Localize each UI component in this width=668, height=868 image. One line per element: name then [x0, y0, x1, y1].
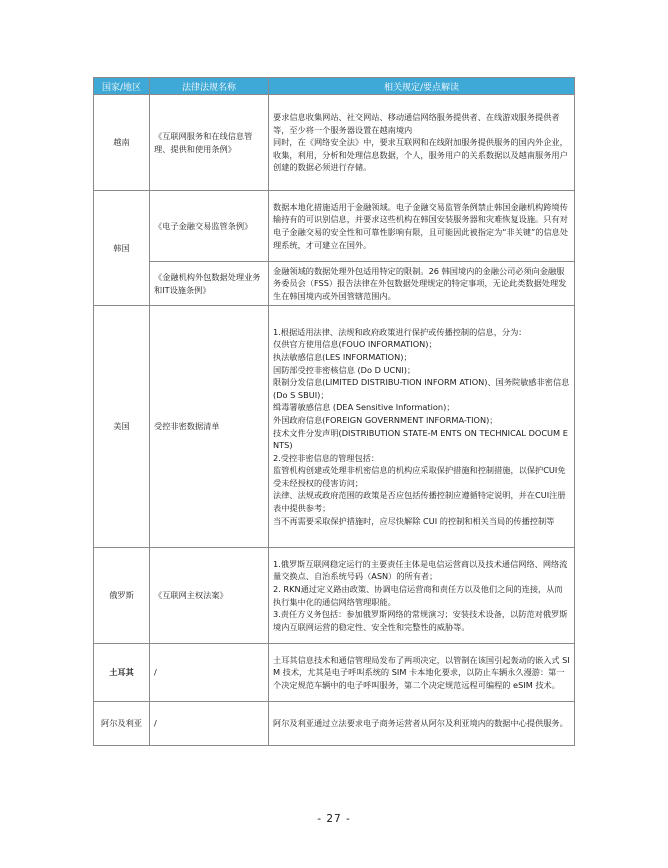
points-line: 1.根据适用法律、法规和政府政策进行保护或传播控制的信息，分为：: [273, 326, 527, 337]
country-cell: 阿尔及利亚: [94, 702, 150, 746]
regulation-table: [93, 77, 575, 746]
points-cell: 阿尔及利亚通过立法要求电子商务运营者从阿尔及利亚境内的数据中心提供服务。: [269, 702, 575, 746]
header-country: 国家/地区: [94, 78, 150, 95]
country-cell: 土耳其: [94, 644, 150, 702]
points-cell: 金融领域的数据处理外包适用特定的限制。26 韩国境内的金融公司必须向金融服务委员会（FSS）报告法律在外包数据处理规定的特定事项，无论此类数据处理发生在韩国境内或外国管辖范围内。: [269, 262, 575, 306]
table-row-vietnam: [94, 95, 575, 191]
table-row-korea-1: [94, 191, 575, 262]
country-cell: 俄罗斯: [94, 548, 150, 644]
table-row-russia: [94, 548, 575, 644]
country-cell: 韩国: [94, 191, 150, 306]
table-row-algeria: [94, 702, 575, 746]
points-cell: [269, 548, 575, 644]
law-name-cell: /: [150, 702, 269, 746]
law-name-cell: 《金融机构外包数据处理业务和IT设施条例》: [150, 262, 269, 306]
table-row-turkey: [94, 644, 575, 702]
points-line: 缉毒署敏感信息 (DEA Sensitive Information)；: [273, 402, 455, 413]
points-line: 监管机构创建或处理非机密信息的机构应采取保护措施和控制措施，以保护CUI免受未经授权的侵害访问；: [273, 465, 566, 488]
points-line: 1.俄罗斯互联网稳定运行的主要责任主体是电信运营商以及技术通信网络、网络流量交换点、自治系统号码（ASN）的所有者；: [273, 558, 568, 582]
points-line: 仅供官方使用信息(FOUO INFORMATION)；: [273, 339, 437, 350]
table-header-row: [94, 78, 575, 95]
points-cell: 土耳其信息技术和通信管理局发布了两项决定，以管制在该国引起轰动的嵌入式 SIM 技术，尤其是电子呼叫系统的 SIM 卡本地化要求，以防止车辆永久漫游：第一个决定规范车辆中的电子呼叫服务，第二个决定规范远程可编程的 eSIM 技术。: [269, 644, 575, 702]
points-line: 限制分发信息(LIMITED DISTRIBU-TION INFORM ATION)、国务院敏感非密信息(Do S SBUI)；: [273, 377, 570, 400]
table-row-korea-2: [94, 262, 575, 306]
law-name-cell: 《互联网服务和在线信息管理、提供和使用条例》: [150, 95, 269, 191]
points-line: 3.责任方义务包括：参加俄罗斯网络的常规演习；安装技术设备，以防范对俄罗斯境内互联网运营的稳定性、安全性和完整性的威胁等。: [273, 609, 568, 632]
law-name-cell: /: [150, 644, 269, 702]
country-cell: 越南: [94, 95, 150, 191]
points-line: 外国政府信息(FOREIGN GOVERNMENT INFORMA-TION)；: [273, 414, 498, 425]
points-line: 法律、法规或政府范围的政策是否应包括传播控制应遵循特定说明，并在CUI注册表中提供参考；: [273, 490, 566, 514]
points-line: 同时，在《网络安全法》中，要求互联网和在线附加服务提供服务的国内外企业，收集，利用，分析和处理信息数据，个人，服务用户的关系数据以及越南服务用户创建的数据必须进行存储。: [273, 137, 568, 173]
points-line: 2.受控非密信息的管理包括：: [273, 452, 380, 463]
law-name-cell: 受控非密数据清单: [150, 306, 269, 548]
table-row-usa: [94, 306, 575, 548]
points-line: 2. RKN通过定义路由政策、协调电信运营商和责任方以及他们之间的连接，从而执行集中化的通信网络管理职能。: [273, 583, 563, 607]
points-cell: [269, 95, 575, 191]
points-line: 要求信息收集网站、社交网站、移动通信网络服务提供者、在线游戏服务提供者等，至少将一个服务器设置在越南境内: [273, 112, 560, 135]
law-name-cell: 《互联网主权法案》: [150, 548, 269, 644]
law-name-cell: 《电子金融交易监管条例》: [150, 191, 269, 262]
header-points: 相关规定/要点解读: [269, 78, 575, 95]
points-line: 技术文件分发声明(DISTRIBUTION STATE-M ENTS ON TECHNICAL DOCUM ENTS): [273, 427, 568, 451]
points-line: 国防部受控非密核信息 (Do D UCNI)；: [273, 364, 416, 375]
points-cell: [269, 306, 575, 548]
country-cell: 美国: [94, 306, 150, 548]
points-line: 执法敏感信息(LES INFORMATION)；: [273, 351, 412, 362]
points-cell: 数据本地化措施适用于金融领域。电子金融交易监管条例禁止韩国金融机构跨境传输持有的可识别信息，并要求这些机构在韩国安装服务器和灾难恢复设施。只有对电子金融交易的安全性和可靠性影响有限，且可能因此被指定为“非关键”的信息处理系统，才可建立在国外。: [269, 191, 575, 262]
page-number: - 27 -: [317, 813, 351, 825]
points-line: 当不再需要采取保护措施时，应尽快解除 CUI 的控制和相关当局的传播控制等: [273, 515, 555, 526]
header-law: 法律法规名称: [150, 78, 269, 95]
